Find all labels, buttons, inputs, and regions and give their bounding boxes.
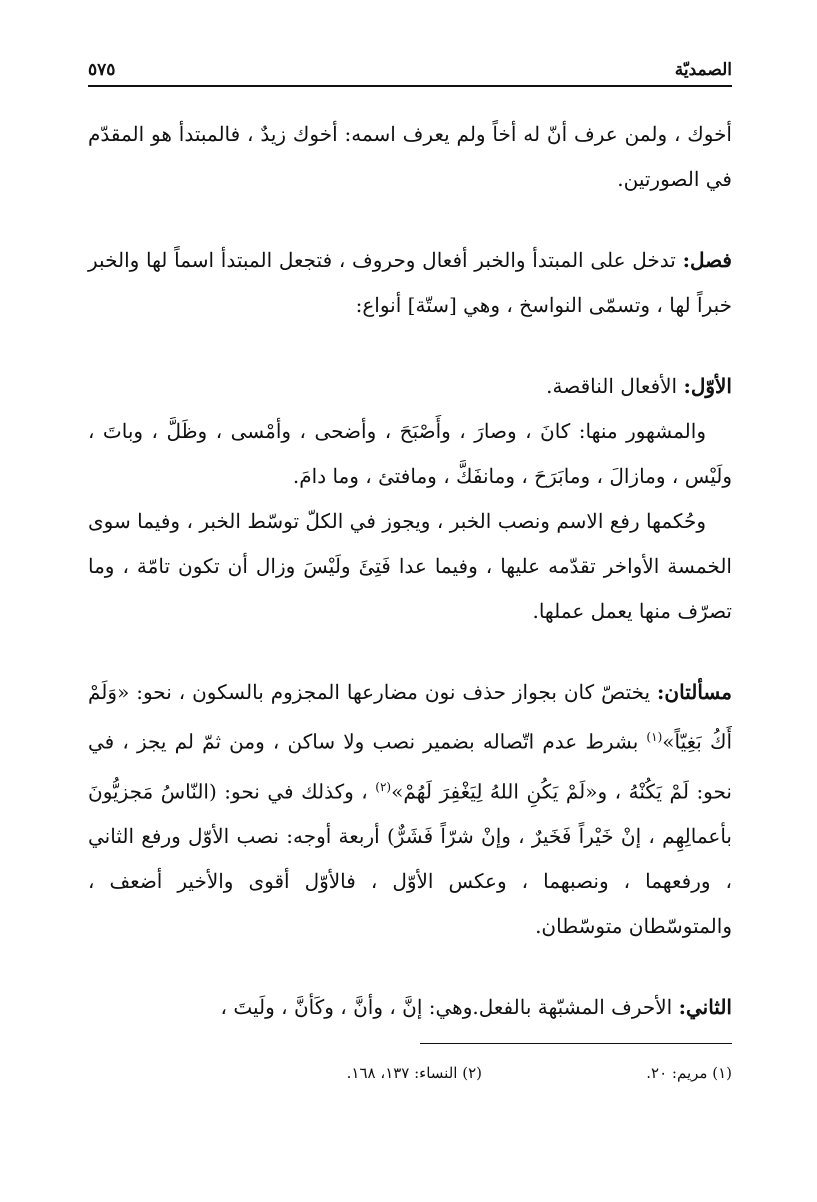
two-issues-text-a: يختصّ كان بجواز حذف نون مضارعها المجزوم بالسكون ، نحو: «وَلَمْ أَكُ بَغِيّاً» (88, 680, 733, 754)
second-term: الثاني: (678, 995, 732, 1020)
paragraph-famous: والمشهور منها: كانَ ، وصارَ ، وأَصْبَحَ ، وأضحى ، وأمْسى ، وظَلَّ ، وباتَ ، ولَيْس ، ومازالَ ، ومابَرَحَ ، ومانفَكَّ ، ومافتئ ، وما دامَ. (88, 419, 732, 488)
footnote-ref-1[interactable]: (١) (646, 730, 663, 744)
paragraph-first (88, 364, 732, 409)
header-rule (88, 85, 732, 87)
paragraph-1: أخوك ، ولمن عرف أنّ له أخاً ولم يعرف اسمه: أخوك زيدٌ ، فالمبتدأ هو المقدّم في الصورتين. (88, 122, 732, 191)
footnotes (88, 1058, 732, 1088)
first-term: الأوّل: (683, 374, 732, 398)
second-text: الأحرف المشبّهة بالفعل.وهي: إنَّ ، وأنَّ ، وكَأنَّ ، ولَيتَ ، (220, 995, 673, 1020)
two-issues-text-b: بشرط عدم اتّصاله بضمير نصب ولا ساكن ، ومن ثمّ لم يجز ، في نحو: لَمْ يَكُنْهُ ، و«لَمْ يَكُنِ اللهُ لِيَغْفِرَ لَهُمْ» (88, 729, 732, 804)
footnote-ref-2[interactable]: (٢) (375, 779, 392, 794)
paragraph-second (88, 985, 732, 1030)
fasl-text: تدخل على المبتدأ والخبر أفعال وحروف ، فتجعل المبتدأ اسماً لها والخبر خبراً لها ، وتسمّى النواسخ ، وهي [ستّة] أنواع: (88, 248, 732, 317)
paragraph-two-issues (88, 670, 732, 949)
page-header (88, 50, 732, 90)
two-issues-text-c: ، وكذلك في نحو: (النّاسُ مَجزيُّونَ بأعمالِهِم ، إنْ خَيْراً فَخَيرٌ ، وإنْ شرّاً فَشَرٌّ) أربعة أوجه: نصب الأوّل ورفع الثاني ، ورفعهما ، ونصبهما ، وعكس الأوّل ، فالأوّل أقوى والأخير أضعف ، والمتوسّطان متوسّطان. (88, 779, 733, 939)
paragraph-ruling: وحُكمها رفع الاسم ونصب الخبر ، ويجوز في الكلّ توسّط الخبر ، وفيما سوى الخمسة الأواخر تقدّمه عليها ، وفيما عدا فَتِئَ ولَيْسَ وزال أن تكون تامّة ، وما تصرّف منها يعمل عملها. (88, 509, 732, 623)
page-number: ٥٧٥ (88, 60, 116, 80)
running-title: الصمديّة (674, 60, 732, 80)
two-issues-term: مسألتان: (657, 680, 732, 704)
footnote-rule (420, 1043, 732, 1044)
footnote-2: (٢) النساء: ١٣٧، ١٦٨. (346, 1064, 482, 1082)
first-text: الأفعال الناقصة. (546, 374, 678, 398)
paragraph-fasl (88, 238, 732, 328)
footnote-1: (١) مريم: ٢٠. (646, 1064, 732, 1082)
fasl-term: فصل: (682, 248, 732, 272)
page-body (88, 112, 732, 1030)
